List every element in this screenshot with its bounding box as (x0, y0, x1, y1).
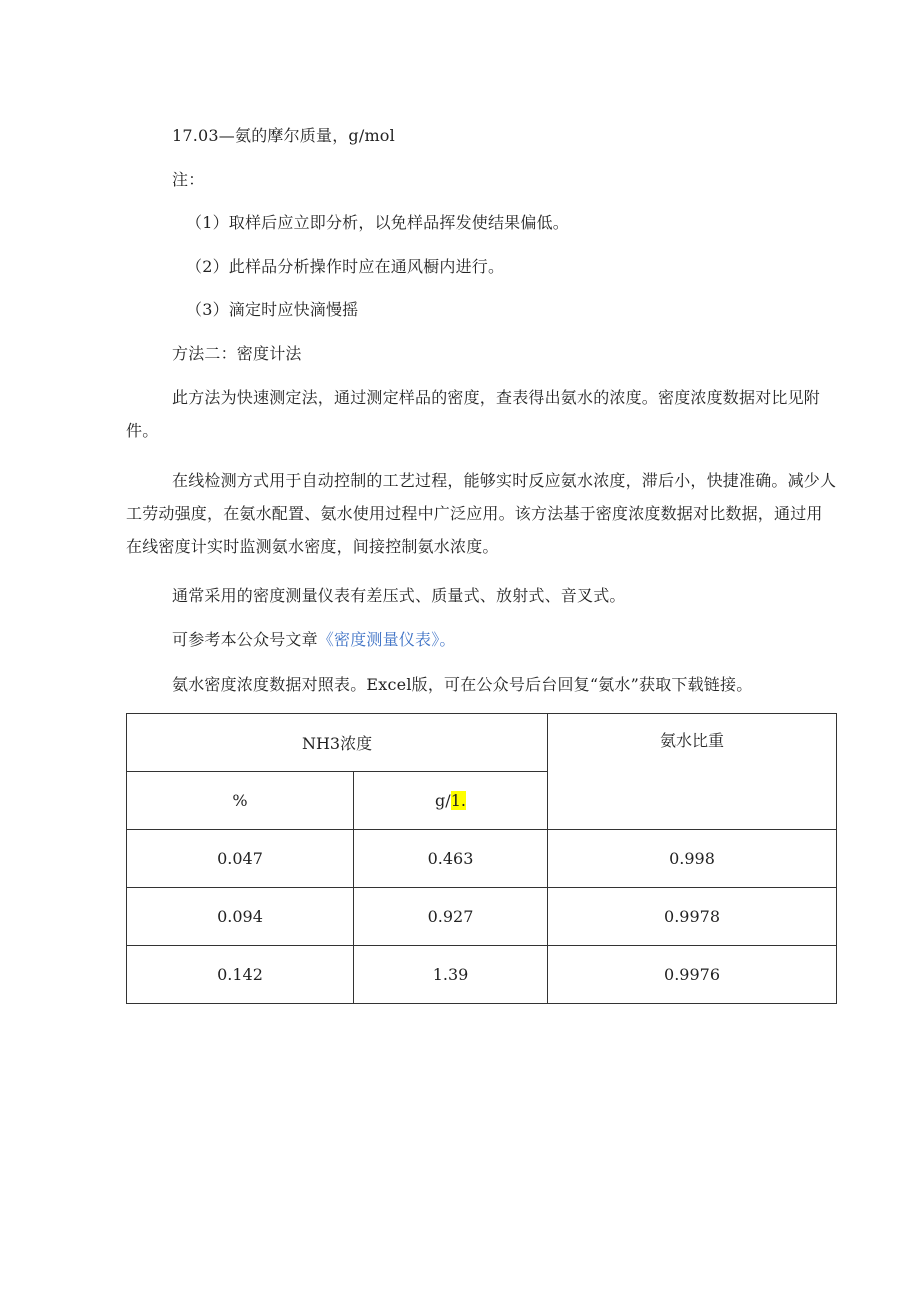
cell-gl: 0.927 (354, 888, 548, 946)
cell-percent: 0.094 (127, 888, 354, 946)
header-nh3-concentration: NH3浓度 (127, 714, 548, 772)
paragraph-reference (172, 630, 456, 650)
note-item-1: （1）取样后应立即分析，以免样品挥发使结果偏低。 (186, 213, 569, 232)
subheader-percent: % (127, 772, 354, 830)
cell-percent: 0.047 (127, 830, 354, 888)
note-heading: 注： (172, 170, 205, 189)
density-concentration-table (126, 713, 837, 1004)
paragraph-quick-method: 此方法为快速测定法，通过测定样品的密度，查表得出氨水的浓度。密度浓度数据对比见附件。 (126, 388, 821, 440)
table-row (127, 888, 837, 946)
molar-mass-note: 17.03—氨的摩尔质量，g/mol (172, 126, 395, 145)
table-header-row (127, 714, 837, 772)
table-row (127, 830, 837, 888)
cell-gl: 1.39 (354, 946, 548, 1004)
subheader-gl-highlight: 1. (450, 791, 466, 810)
cell-specific-gravity: 0.998 (548, 830, 837, 888)
subheader-gl (354, 772, 548, 830)
note-item-3: （3）滴定时应快滴慢摇 (186, 300, 359, 319)
method-two-heading: 方法二：密度计法 (172, 344, 302, 363)
cell-percent: 0.142 (127, 946, 354, 1004)
cell-specific-gravity: 0.9976 (548, 946, 837, 1004)
paragraph-instrument-types: 通常采用的密度测量仪表有差压式、质量式、放射式、音叉式。 (172, 586, 626, 605)
article-link[interactable]: 《密度测量仪表》。 (317, 630, 456, 649)
cell-specific-gravity: 0.9978 (548, 888, 837, 946)
cell-gl: 0.463 (354, 830, 548, 888)
paragraph-table-intro: 氨水密度浓度数据对照表。Excel版，可在公众号后台回复“氨水”获取下载链接。 (172, 675, 753, 694)
reference-prefix: 可参考本公众号文章 (172, 630, 318, 649)
header-ammonia-specific-gravity: 氨水比重 (548, 714, 837, 830)
note-item-2: （2）此样品分析操作时应在通风橱内进行。 (186, 257, 505, 276)
subheader-gl-prefix: g/ (435, 791, 451, 810)
table-row (127, 946, 837, 1004)
paragraph-online-detection: 在线检测方式用于自动控制的工艺过程，能够实时反应氨水浓度，滞后小，快捷准确。减少人工劳动强度，在氨水配置、氨水使用过程中广泛应用。该方法基于密度浓度数据对比数据，通过用在线密度计实时监测氨水密度，间接控制氨水浓度。 (126, 471, 837, 556)
